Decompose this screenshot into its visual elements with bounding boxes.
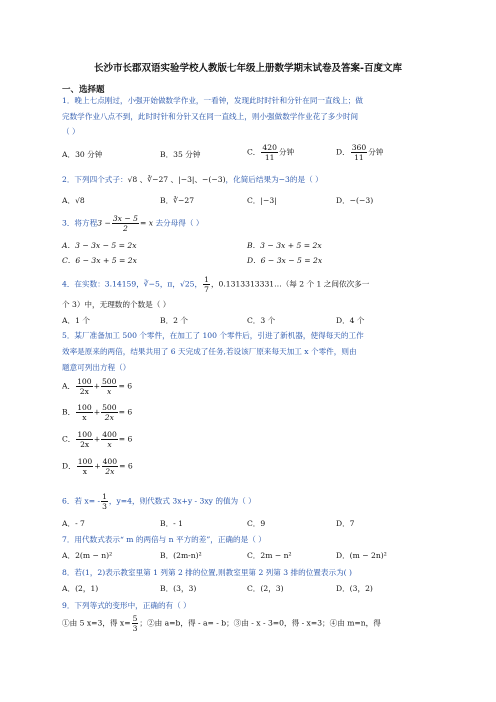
q3-option-b: B．3 − 3x + 5 = 2x xyxy=(247,241,322,250)
q1-option-a: A．30 分钟 xyxy=(62,150,103,159)
q5-stem-line3: 题意可列出方程（） xyxy=(62,363,131,372)
q5-stem-line1: 5．某厂准备加工 500 个零件，在加工了 100 个零件后，引进了新机器，使得每天的工作 xyxy=(62,331,364,340)
q2-option-a: A．√8 xyxy=(62,196,85,205)
q1-option-d: D． $\frac{360}{11}$ 分钟 xyxy=(336,143,384,162)
q1-option-c: C． $\frac{420}{11}$ 分钟 xyxy=(247,143,295,162)
q5-option-b: B． $\frac{100}{x}$ + $\frac{500}{2x}$ = 6 xyxy=(62,403,133,422)
q4-option-b: B．2 个 xyxy=(160,316,189,325)
q4-option-c: C．3 个 xyxy=(247,316,276,325)
q7-option-a: A．2(m − n)² xyxy=(62,551,113,560)
q6-option-a: A．- 7 xyxy=(62,519,85,528)
q8-option-d: D．(3，2) xyxy=(336,584,373,593)
q6-stem: 6．若 x= - $\frac{1}{3}$ ，y=4，则代数式 3x+y - 3xy 的值为（ ） xyxy=(62,492,256,511)
q1-stem-line2: 完数学作业八点不到，此时时针和分针又在同一直线上，则小强做数学作业花了多少时间 xyxy=(62,112,359,121)
q3-option-d: D．6 − 3x − 5 = 2x xyxy=(247,256,323,265)
q2-stem: 2．下列四个式子：√8 、∛−27 、|−3|、−(−3)，化简后结果为−3的是（ ） xyxy=(62,175,323,184)
q5-option-a: A． $\frac{100}{2x}$ + $\frac{500}{x}$ = 6 xyxy=(62,377,133,396)
q2-option-c: C．|−3| xyxy=(247,196,277,205)
q4-option-a: A．1 个 xyxy=(62,316,90,325)
q1-stem-line1: 1．晚上七点刚过，小强开始做数学作业，一看钟，发现此时时针和分针在同一直线上；做 xyxy=(62,96,363,105)
q4-stem-line2: 个 3）中，无理数的个数是（ ） xyxy=(62,300,171,309)
q3-option-c: C．6 − 3x + 5 = 2x xyxy=(62,256,137,265)
q2-option-b: B．∛−27 xyxy=(160,196,195,205)
q8-option-c: C．(2，3) xyxy=(247,584,284,593)
q5-option-c: C． $\frac{100}{2x}$ + $\frac{400}{x}$ = 6 xyxy=(62,430,133,449)
q1-option-b: B．35 分钟 xyxy=(160,150,201,159)
q7-option-b: B．(2m-n)² xyxy=(160,551,202,560)
q6-option-c: C．9 xyxy=(247,519,266,528)
q9-statements: ①由 5 x=3，得 x= $\frac{5}{3}$ ；②由 a=b，得 - a= - b；③由 - x - 3=0，得 - x=3；④由 m=n，得 xyxy=(62,614,381,633)
q8-stem: 8．若(1，2)表示教室里第 1 列第 2 排的位置,则教室里第 2 列第 3 排的位置表示为( ) xyxy=(62,568,353,577)
q8-option-b: B．(3，3) xyxy=(160,584,197,593)
q5-stem-line2: 效率是原来的两倍，结果共用了 6 天完成了任务,若设该厂原来每天加工 x 个零件，则由 xyxy=(62,347,357,356)
q7-option-d: D．(m − 2n)² xyxy=(336,551,387,560)
q8-option-a: A．(2，1) xyxy=(62,584,99,593)
q4-stem-line1: 4．在实数：3.14159，∛−5，π，√25， $\frac{1}{7}$ ，0.1313313331…（每 2 个 1 之间依次多一 xyxy=(62,275,370,294)
q7-option-c: C．2m − n² xyxy=(247,551,292,560)
q5-option-d: D． $\frac{100}{x}$ + $\frac{400}{2x}$ = 6 xyxy=(62,457,133,476)
q1-stem-line3: （ ） xyxy=(62,127,80,136)
q6-option-b: B．- 1 xyxy=(160,519,183,528)
q7-stem: 7．用代数式表示“ m 的两倍与 n 平方的差”，正确的是（ ） xyxy=(62,535,266,544)
q3-option-a: A．3 − 3x − 5 = 2x xyxy=(62,241,137,250)
q3-stem: 3．将方程3 − $\frac{3x - 5}{2}$ = x 去分母得（ ） xyxy=(62,214,204,233)
section-heading: 一、选择题 xyxy=(62,85,105,95)
q6-option-d: D．7 xyxy=(336,519,355,528)
page-title: 长沙市长郡双语实验学校人教版七年级上册数学期末试卷及答案-百度文库 xyxy=(94,63,402,74)
q2-option-d: D．−(−3) xyxy=(336,196,374,205)
q4-option-d: D．4 个 xyxy=(336,316,365,325)
q9-stem: 9．下列等式的变形中，正确的有（ ） xyxy=(62,601,191,610)
